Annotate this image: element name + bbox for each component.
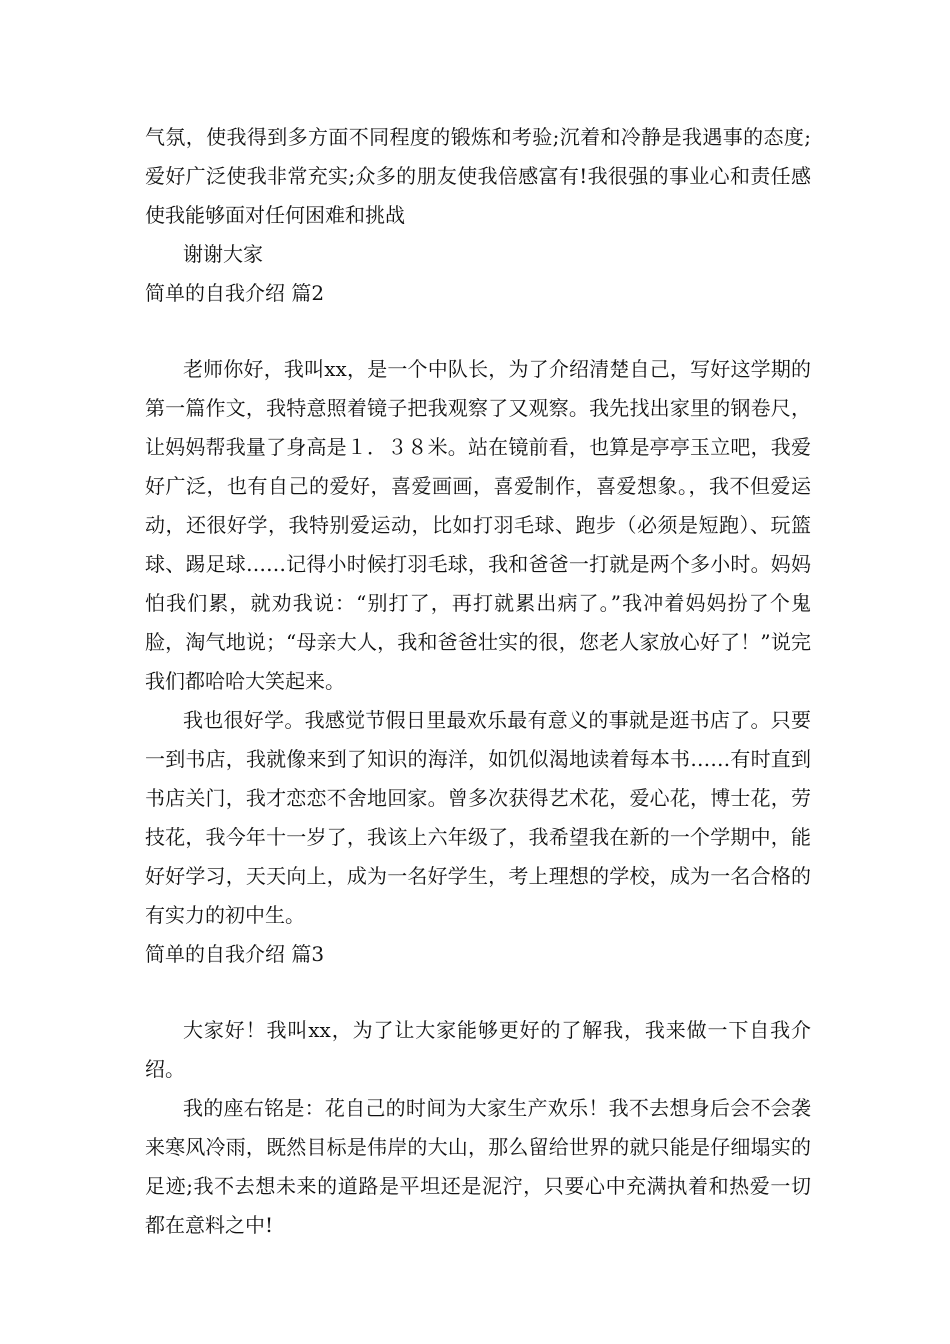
section-heading-2: 简单的自我介绍 篇2 <box>145 281 325 305</box>
blank-line <box>145 313 811 350</box>
paragraph-greeting: 大家好！我叫xx，为了让大家能够更好的了解我，我来做一下自我介绍。 <box>145 1018 811 1081</box>
paragraph-introduction: 老师你好，我叫xx，是一个中队长，为了介绍清楚自己，写好这学期的第一篇作文，我特意照着镜子把我观察了又观察。我先找出家里的钢卷尺，让妈妈帮我量了身高是１．３８米。站在镜前看，也算是亭亭玉立吧，我爱好广泛，也有自己的爱好，喜爱画画，喜爱制作，喜爱想象。，我不但爱运动，还很好学，我特别爱运动，比如打羽毛球、跑步（必须是短跑）、玩篮球、踢足球……记得小时候打羽毛球，我和爸爸一打就是两个多小时。妈妈怕我们累，就劝我说：“别打了，再打就累出病了。”我冲着妈妈扮了个鬼脸，淘气地说；“母亲大人，我和爸爸壮实的很，您老人家放心好了！”说完我们都哈哈大笑起来。 <box>145 357 811 693</box>
paragraph-study: 我也很好学。我感觉节假日里最欢乐最有意义的事就是逛书店了。只要一到书店，我就像来到了知识的海洋，如饥似渴地读着每本书……有时直到书店关门，我才恋恋不舍地回家。曾多次获得艺术花，爱心花，博士花，劳技花，我今年十一岁了，我该上六年级了，我希望我在新的一个学期中，能好好学习，天天向上，成为一名好学生，考上理想的学校，成为一名合格的有实力的初中生。 <box>145 708 811 927</box>
paragraph-thanks: 谢谢大家 <box>183 242 263 266</box>
paragraph-motto: 我的座右铭是：花自己的时间为大家生产欢乐！我不去想身后会不会袭来寒风冷雨，既然目标是伟岸的大山，那么留给世界的就只能是仔细塌实的足迹;我不去想未来的道路是平坦还是泥泞，只要心中充满执着和热爱一切都在意料之中! <box>145 1096 811 1237</box>
document-body <box>145 118 811 1245</box>
blank-line <box>145 974 811 1011</box>
paragraph-continued: 气氛，使我得到多方面不同程度的锻炼和考验;沉着和冷静是我遇事的态度;爱好广泛使我非常充实;众多的朋友使我倍感富有!我很强的事业心和责任感使我能够面对任何困难和挑战 <box>145 125 811 227</box>
section-heading-3: 简单的自我介绍 篇3 <box>145 942 325 966</box>
